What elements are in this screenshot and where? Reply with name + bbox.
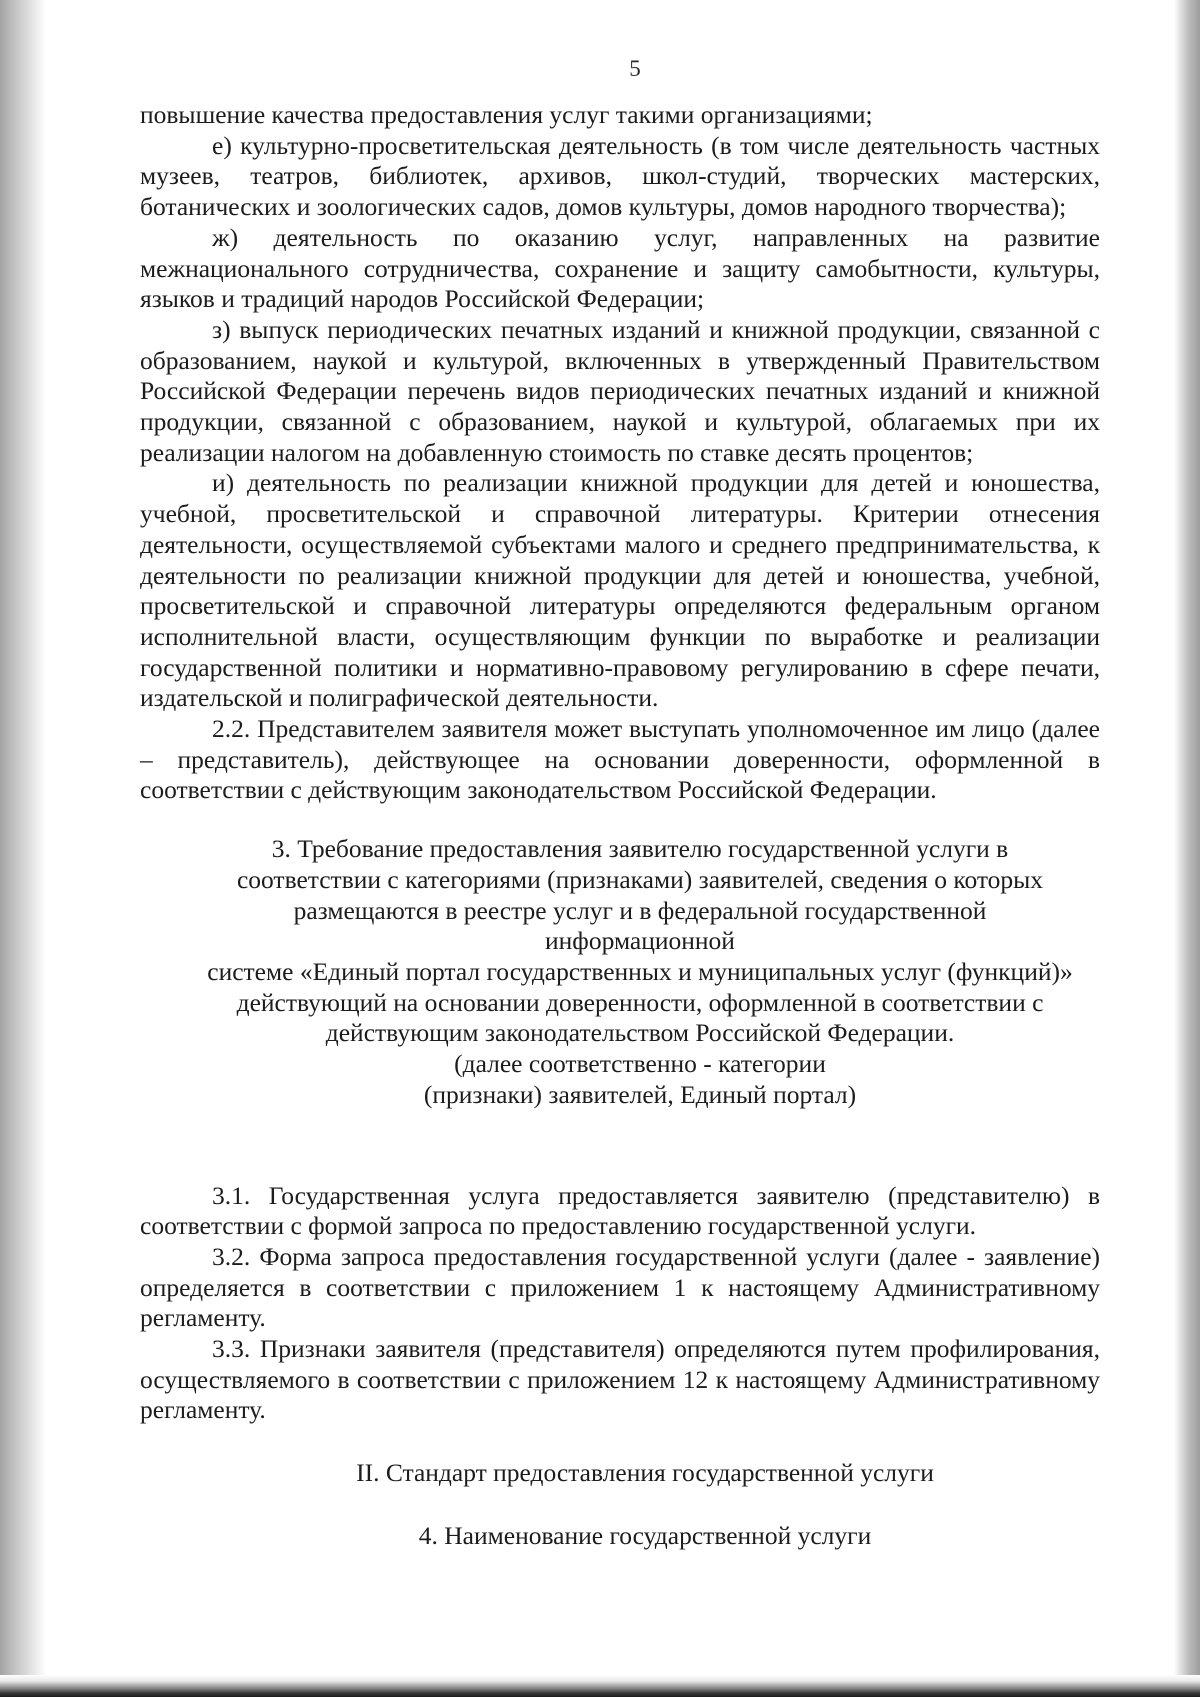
paragraph-3-3: 3.3. Признаки заявителя (представителя) определяются путем профилирования, осуществляемого в соответствии с приложением 12 к настоящему Административному регламенту. [140, 1334, 1100, 1425]
heading-line: соответствии с категориями (признаками) заявителей, сведения о которых [236, 864, 1044, 894]
heading-line: системе «Единый портал государственных и муниципальных услуг (функций)» [207, 956, 1073, 986]
heading-line: действующий на основании доверенности, оформленной в соответствии с [236, 987, 1044, 1017]
section-title: II. Стандарт предоставления государственной услуги [356, 1458, 934, 1488]
paragraph-2-2: 2.2. Представителем заявителя может выступать уполномоченное им лицо (далее – представитель), действующее на основании доверенности, оформленной в соответствии с действующим законодательством Российской Федерации. [140, 714, 1100, 805]
spacer [140, 1111, 1100, 1181]
heading-line: (далее соответственно - категории [454, 1049, 826, 1079]
document-body [140, 100, 1100, 1552]
scan-shadow-bottom [0, 1675, 1200, 1697]
heading-line: размещаются в реестре услуг и в федеральной государственной информационной [293, 895, 987, 956]
heading-line: (признаки) заявителей, Единый портал) [423, 1079, 857, 1109]
scan-shadow-right [1174, 0, 1200, 1697]
section-3-heading [140, 834, 1100, 1110]
subsection-title: 4. Наименование государственной услуги [418, 1520, 872, 1550]
paragraph-item-e: е) культурно-просветительская деятельность (в том числе деятельность частных музеев, театров, библиотек, архивов, школ-студий, творческих мастерских, ботанических и зоологических садов, домов культуры, домов народного творчества); [140, 130, 1100, 222]
scan-shadow-left [0, 0, 46, 1697]
paragraph-continuation: повышение качества предоставления услуг такими организациями; [140, 100, 873, 129]
heading-line: действующим законодательством Российской Федерации. [325, 1018, 955, 1048]
paragraph-item-zh: ж) деятельность по оказанию услуг, направленных на развитие межнационального сотрудничества, сохранение и защиту самобытности, культуры, языков и традиций народов Российской Федерации; [140, 222, 1100, 314]
heading-line: 3. Требование предоставления заявителю государственной услуги в [271, 834, 1009, 864]
page-number: 5 [629, 56, 641, 81]
paragraph-3-2: 3.2. Форма запроса предоставления государственной услуги (далее - заявление) определяется в соответствии с приложением 1 к настоящему Административному регламенту. [140, 1241, 1100, 1333]
paragraph-item-i: и) деятельность по реализации книжной продукции для детей и юношества, учебной, просветительской и справочной литературы. Критерии отнесения деятельности, осуществляемой субъектами малого и среднего предпринимательства, к деятельности по реализации книжной продукции для детей и юношества, учебной, просветительской и справочной литературы определяются федеральным органом исполнительной власти, осуществляющим функции по выработке и реализации государственной политики и нормативно-правовому регулированию в сфере печати, издательской и полиграфической деятельности. [140, 468, 1100, 713]
paragraph-3-1: 3.1. Государственная услуга предоставляется заявителю (представителю) в соответствии с формой запроса по предоставлению государственной услуги. [140, 1180, 1100, 1241]
paragraph-item-z: з) выпуск периодических печатных изданий и книжной продукции, связанной с образованием, наукой и культурой, включенных в утвержденный Правительством Российской Федерации перечень видов периодических печатных изданий и книжной продукции, связанной с образованием, наукой и культурой, облагаемых при их реализации налогом на добавленную стоимость по ставке десять процентов; [140, 314, 1100, 467]
